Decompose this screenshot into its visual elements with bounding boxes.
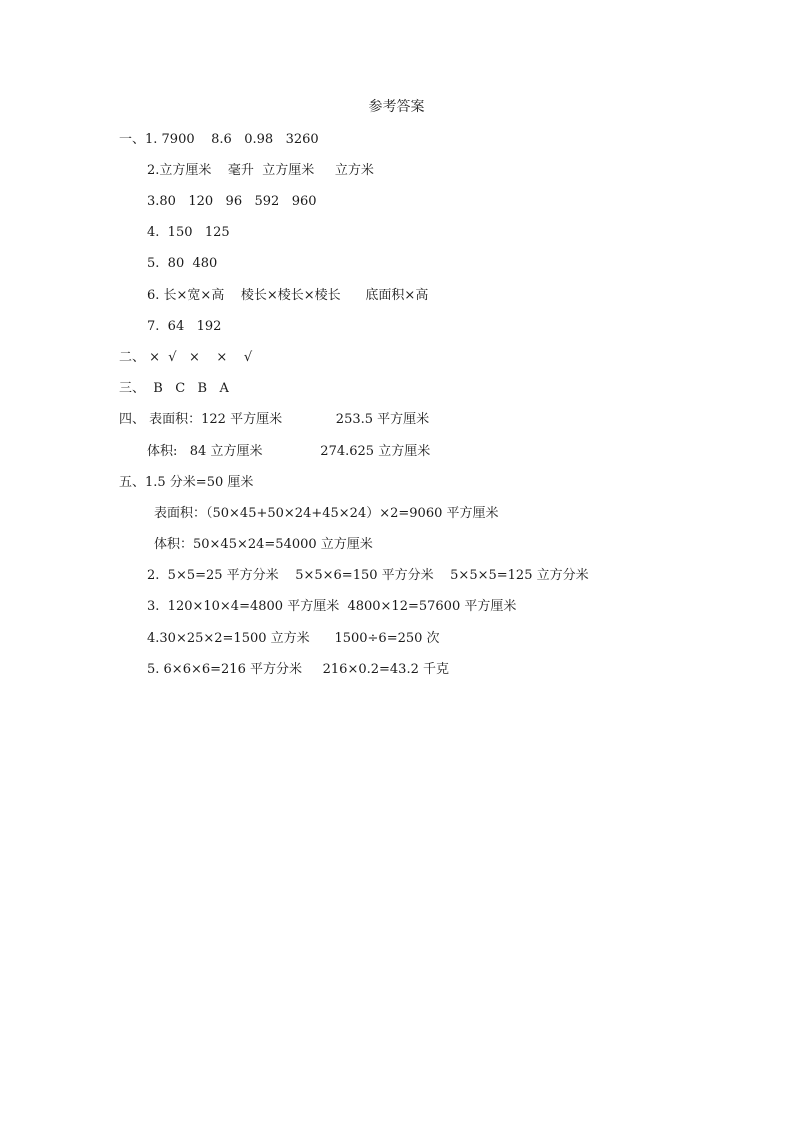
answer-line-section-3: 三、 B C B A xyxy=(119,381,229,396)
answer-line-5-1-surface: 表面积：（50×45+50×24+45×24）×2=9060 平方厘米 xyxy=(154,506,499,521)
answer-line-1-4: 4. 150 125 xyxy=(147,225,230,240)
answer-line-5-4: 4.30×25×2=1500 立方米 1500÷6=250 次 xyxy=(147,631,440,646)
answer-line-1-2: 2.立方厘米 毫升 立方厘米 立方米 xyxy=(147,163,374,178)
answer-line-1-6: 6. 长×宽×高 棱长×棱长×棱长 底面积×高 xyxy=(147,288,429,303)
answer-line-5-2: 2. 5×5=25 平方分米 5×5×6=150 平方分米 5×5×5=125 立方分米 xyxy=(147,568,589,583)
answer-line-5-5: 5. 6×6×6=216 平方分米 216×0.2=43.2 千克 xyxy=(147,662,449,677)
answer-line-4-volume: 体积: 84 立方厘米 274.625 立方厘米 xyxy=(147,444,431,459)
answer-line-section-2: 二、 × √ × × √ xyxy=(119,350,253,365)
answer-line-1-3: 3.80 120 96 592 960 xyxy=(147,194,317,209)
page-title: 参考答案 xyxy=(368,99,425,115)
answer-line-5-3: 3. 120×10×4=4800 平方厘米 4800×12=57600 平方厘米 xyxy=(147,599,517,614)
answer-line-section-4: 四、 表面积：122 平方厘米 253.5 平方厘米 xyxy=(119,412,430,427)
answer-line-section-5: 五、1.5 分米=50 厘米 xyxy=(119,475,254,490)
answer-line-1-5: 5. 80 480 xyxy=(147,256,218,271)
answer-line-5-1-volume: 体积：50×45×24=54000 立方厘米 xyxy=(154,537,373,552)
answer-line-section-1: 一、1. 7900 8.6 0.98 3260 xyxy=(119,132,319,147)
answer-line-1-7: 7. 64 192 xyxy=(147,319,222,334)
